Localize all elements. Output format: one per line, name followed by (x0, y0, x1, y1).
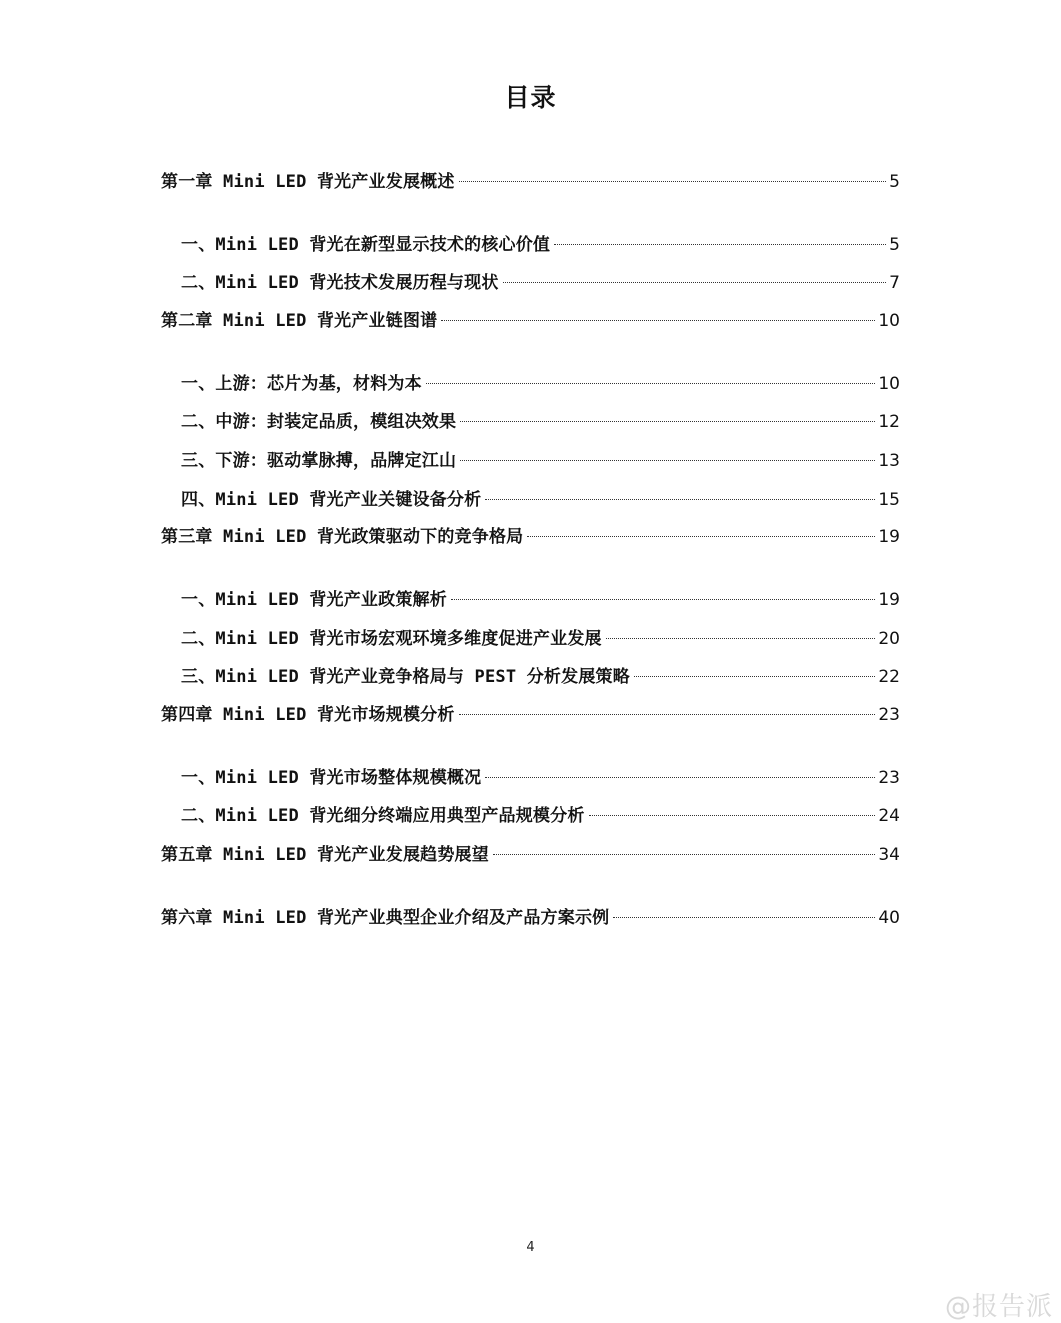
toc-entry-text: 二、Mini LED 背光细分终端应用典型产品规模分析 (181, 806, 585, 826)
toc-entry-page: 5 (889, 235, 900, 255)
dot-leader (554, 244, 886, 245)
toc-entry-section-4-2[interactable] (181, 803, 900, 829)
toc-entry-text: 一、Mini LED 背光产业政策解析 (181, 590, 447, 610)
toc-entry-page: 7 (889, 273, 900, 293)
toc-entry-page: 23 (878, 768, 900, 788)
toc-entry-section-3-2[interactable] (181, 626, 900, 652)
toc-entry-page: 23 (878, 705, 900, 725)
toc-entry-page: 40 (878, 908, 900, 928)
dot-leader (441, 320, 875, 321)
dot-leader (634, 676, 875, 677)
toc-entry-text: 三、Mini LED 背光产业竞争格局与 PEST 分析发展策略 (181, 667, 630, 687)
toc-entry-page: 22 (878, 667, 900, 687)
toc-entry-section-3-3[interactable] (181, 664, 900, 690)
toc-entry-page: 10 (878, 311, 900, 331)
toc-entry-text: 四、Mini LED 背光产业关键设备分析 (181, 490, 482, 510)
dot-leader (459, 181, 887, 182)
toc-entry-page: 13 (878, 451, 900, 471)
dot-leader (613, 917, 875, 918)
dot-leader (589, 815, 876, 816)
toc-entry-text: 三、下游：驱动掌脉搏，品牌定江山 (181, 451, 457, 471)
toc-entry-chapter-6[interactable] (161, 905, 900, 931)
toc-entry-text: 第六章 Mini LED 背光产业典型企业介绍及产品方案示例 (161, 908, 610, 928)
toc-entry-section-2-3[interactable] (181, 448, 900, 474)
toc-entry-section-1-1[interactable] (181, 232, 900, 258)
toc-entry-text: 二、中游：封装定品质，模组决效果 (181, 412, 457, 432)
toc-entry-text: 第三章 Mini LED 背光政策驱动下的竞争格局 (161, 527, 524, 547)
toc-entry-section-2-1[interactable] (181, 371, 900, 397)
toc-entry-chapter-2[interactable] (161, 308, 900, 334)
toc-entry-text: 一、上游：芯片为基，材料为本 (181, 374, 422, 394)
watermark: @报告派 (944, 1292, 1053, 1322)
toc-entry-chapter-3[interactable] (161, 524, 900, 550)
toc-entry-text: 二、Mini LED 背光技术发展历程与现状 (181, 273, 499, 293)
page-title: 目录 (504, 83, 557, 112)
toc-entry-text: 第二章 Mini LED 背光产业链图谱 (161, 311, 438, 331)
toc-entry-section-4-1[interactable] (181, 765, 900, 791)
toc-entry-text: 第五章 Mini LED 背光产业发展趋势展望 (161, 845, 489, 865)
toc-entry-page: 10 (878, 374, 900, 394)
dot-leader (493, 854, 875, 855)
dot-leader (606, 638, 876, 639)
toc-entry-page: 34 (878, 845, 900, 865)
toc-entry-text: 一、Mini LED 背光在新型显示技术的核心价值 (181, 235, 551, 255)
toc-entry-text: 第四章 Mini LED 背光市场规模分析 (161, 705, 455, 725)
dot-leader (460, 460, 875, 461)
dot-leader (460, 421, 875, 422)
dot-leader (527, 536, 875, 537)
dot-leader (426, 383, 876, 384)
toc-entry-section-2-4[interactable] (181, 487, 900, 513)
toc-entry-page: 19 (878, 527, 900, 547)
toc-entry-page: 12 (878, 412, 900, 432)
toc-entry-text: 一、Mini LED 背光市场整体规模概况 (181, 768, 482, 788)
toc-entry-chapter-5[interactable] (161, 842, 900, 868)
toc-entry-page: 5 (889, 172, 900, 192)
page-number: 4 (526, 1240, 535, 1255)
toc-entry-section-2-2[interactable] (181, 409, 900, 435)
dot-leader (451, 599, 875, 600)
dot-leader (485, 499, 875, 500)
toc-entry-page: 15 (878, 490, 900, 510)
toc-entry-page: 24 (878, 806, 900, 826)
toc-entry-text: 第一章 Mini LED 背光产业发展概述 (161, 172, 455, 192)
toc-entry-page: 19 (878, 590, 900, 610)
toc-entry-chapter-1[interactable] (161, 169, 900, 195)
toc-entry-section-1-2[interactable] (181, 270, 900, 296)
toc-entry-section-3-1[interactable] (181, 587, 900, 613)
toc-entry-chapter-4[interactable] (161, 702, 900, 728)
toc-entry-text: 二、Mini LED 背光市场宏观环境多维度促进产业发展 (181, 629, 602, 649)
dot-leader (459, 714, 876, 715)
toc-entry-page: 20 (878, 629, 900, 649)
dot-leader (485, 777, 875, 778)
dot-leader (503, 282, 887, 283)
